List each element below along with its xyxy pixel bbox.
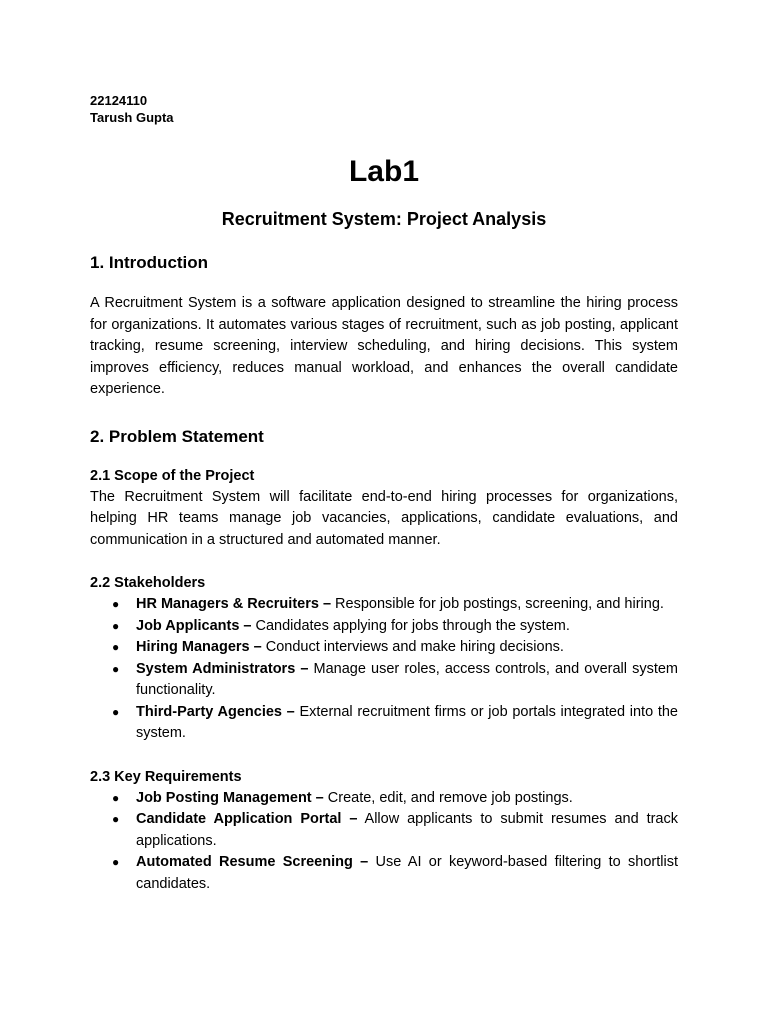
list-item xyxy=(90,809,678,852)
bullet-icon: ● xyxy=(112,597,120,611)
list-item xyxy=(90,659,678,702)
list-item-term: System Administrators – xyxy=(136,660,309,677)
introduction-heading: 1. Introduction xyxy=(90,253,209,272)
list-item xyxy=(90,594,678,616)
list-item xyxy=(90,637,678,659)
list-item-term: HR Managers & Recruiters – xyxy=(136,596,332,612)
stakeholders-heading: 2.2 Stakeholders xyxy=(90,575,206,591)
student-id: 22124110 xyxy=(90,93,148,108)
bullet-icon: ● xyxy=(112,661,120,676)
list-item xyxy=(90,616,678,638)
list-item xyxy=(90,788,678,810)
list-item xyxy=(90,702,678,745)
bullet-icon: ● xyxy=(112,812,120,826)
problem-statement-heading: 2. Problem Statement xyxy=(90,426,264,446)
bullet-icon: ● xyxy=(112,618,120,633)
list-item-description: External recruitment firms or job portals integrated into the system. xyxy=(136,703,678,741)
bullet-icon: ● xyxy=(112,640,120,654)
bullet-icon: ● xyxy=(112,704,120,719)
document-page xyxy=(90,92,678,895)
introduction-paragraph: A Recruitment System is a software application designed to streamline the hiring process for organizations. It automates various stages of recruitment, such as job posting, applicant tracking, resume screening, interview scheduling, and hiring decisions. This system improves efficiency, reduces manual workload, and enhances the overall candidate experience. xyxy=(90,295,678,397)
scope-heading: 2.1 Scope of the Project xyxy=(90,467,255,484)
list-item-description: Use AI or keyword-based filtering to shortlist candidates. xyxy=(136,854,678,892)
scope-paragraph: The Recruitment System will facilitate end-to-end hiring processes for organizations, helping HR teams manage job vacancies, applications, candidate evaluations, and communication in a structured and automated manner. xyxy=(90,488,678,548)
list-item-description: Candidates applying for jobs through the system. xyxy=(251,617,570,634)
list-item-term: Job Applicants – xyxy=(136,617,252,634)
key-requirements-heading: 2.3 Key Requirements xyxy=(90,768,242,785)
list-item xyxy=(90,852,678,895)
list-item-description: Conduct interviews and make hiring decisions. xyxy=(261,639,564,655)
list-item-description: Allow applicants to submit resumes and track applications. xyxy=(136,811,679,849)
student-name: Tarush Gupta xyxy=(90,110,174,125)
list-item-description: Create, edit, and remove job postings. xyxy=(323,789,573,806)
list-item-description: Responsible for job postings, screening, and hiring. xyxy=(331,596,664,612)
bullet-icon: ● xyxy=(112,790,120,805)
list-item-description: Manage user roles, access controls, and overall system functionality. xyxy=(136,660,678,698)
document-subtitle: Recruitment System: Project Analysis xyxy=(221,209,547,229)
list-item-term: Job Posting Management – xyxy=(136,789,324,806)
list-item-term: Third-Party Agencies – xyxy=(136,703,295,720)
document-title: Lab1 xyxy=(348,155,420,188)
list-item-term: Candidate Application Portal – xyxy=(136,811,358,827)
list-item-term: Automated Resume Screening – xyxy=(136,854,369,870)
bullet-icon: ● xyxy=(112,855,120,869)
stakeholders-list xyxy=(90,594,678,745)
key-requirements-list xyxy=(90,788,678,896)
list-item-term: Hiring Managers – xyxy=(136,639,262,655)
